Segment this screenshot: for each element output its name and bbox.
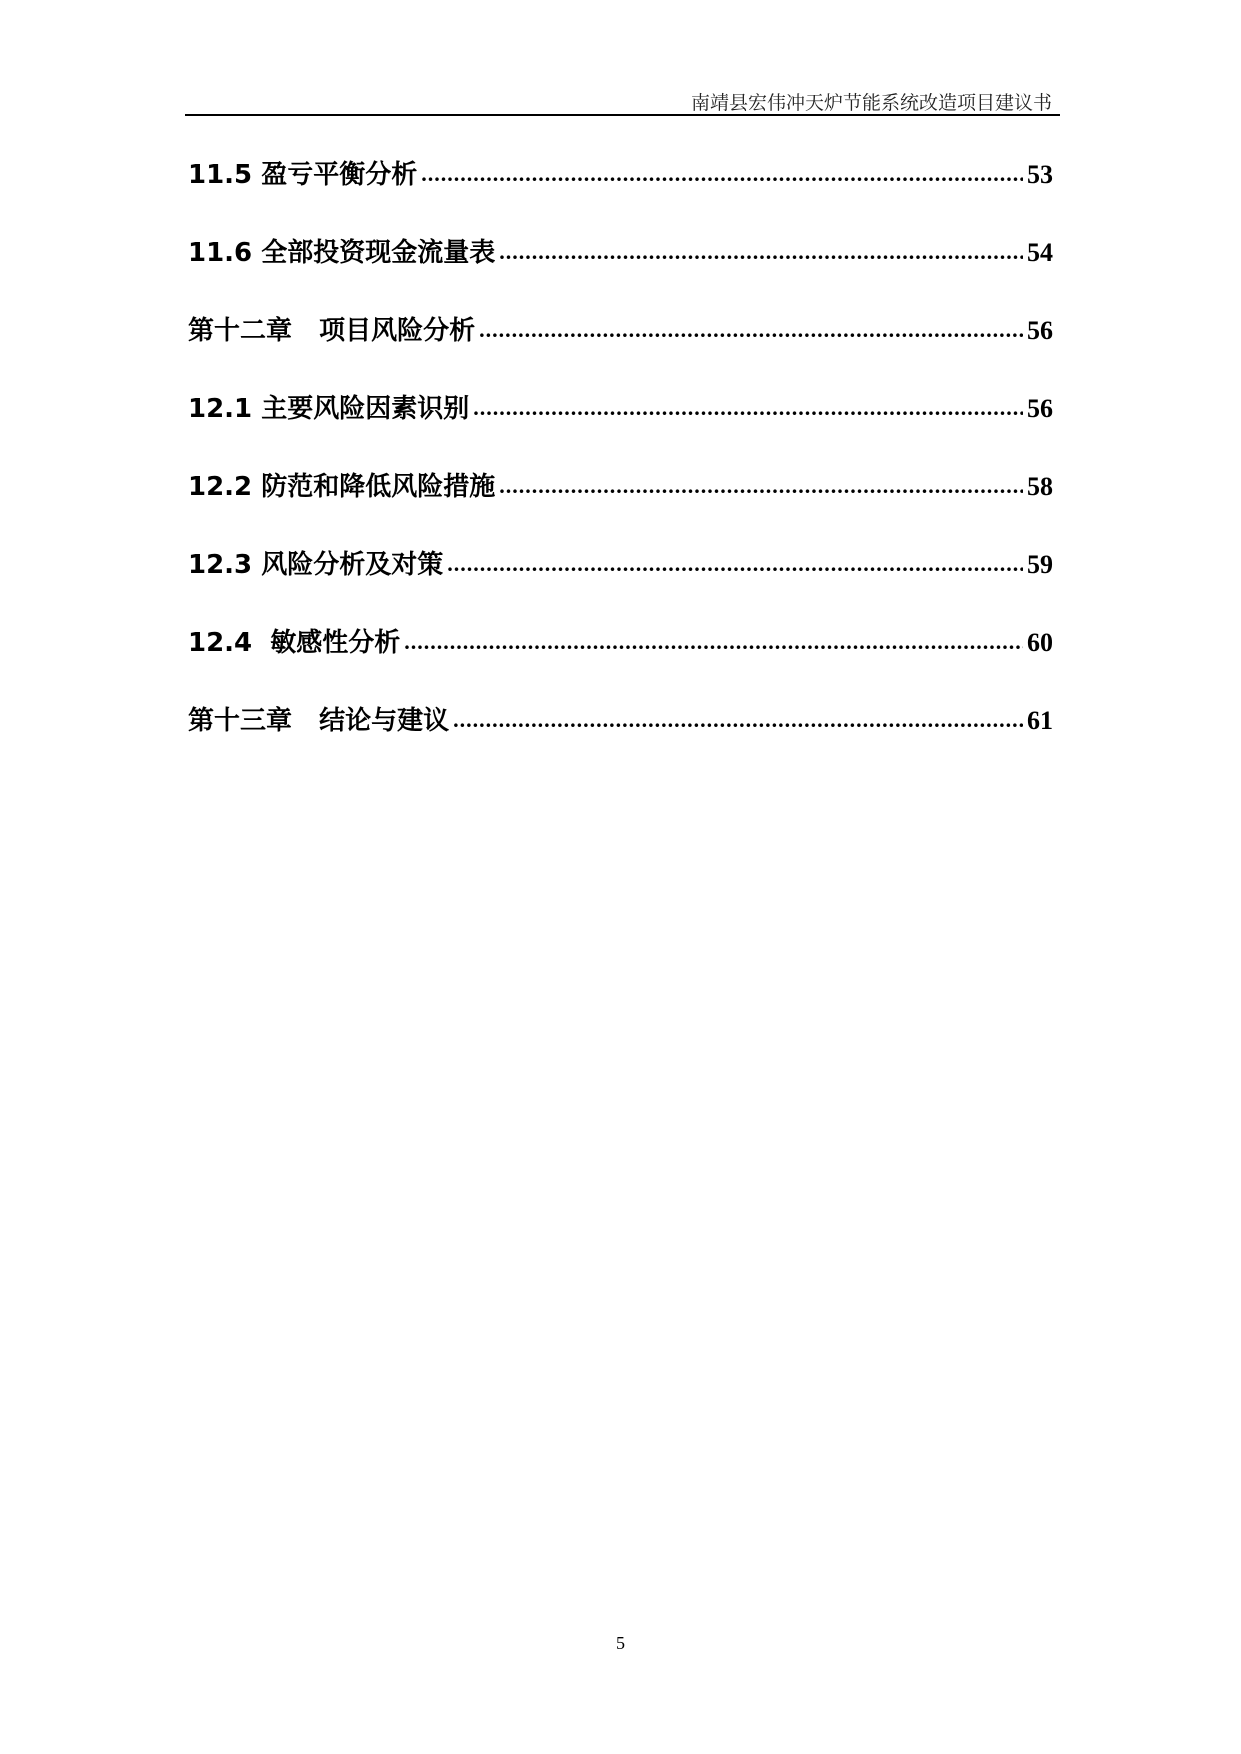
toc-entry-page: 61 xyxy=(1027,706,1053,735)
toc-entry[interactable] xyxy=(188,394,1053,472)
toc-entry-page: 56 xyxy=(1027,394,1053,423)
page-number: 5 xyxy=(616,1633,625,1653)
toc-entry-page: 56 xyxy=(1027,316,1053,345)
table-of-contents xyxy=(188,160,1053,784)
toc-entry[interactable] xyxy=(188,628,1053,706)
toc-dot-leader xyxy=(499,471,1023,501)
toc-entry-page: 54 xyxy=(1027,238,1053,267)
toc-entry-label: 12.1 主要风险因素识别 xyxy=(188,394,470,424)
toc-entry[interactable] xyxy=(188,238,1053,316)
toc-entry-page: 60 xyxy=(1027,628,1053,657)
toc-dot-leader xyxy=(404,627,1023,657)
toc-dot-leader xyxy=(447,549,1023,579)
toc-entry[interactable] xyxy=(188,550,1053,628)
toc-entry-page: 59 xyxy=(1027,550,1053,579)
toc-entry-label: 12.4 敏感性分析 xyxy=(188,628,401,658)
toc-dot-leader xyxy=(473,393,1023,423)
toc-entry-label: 11.6 全部投资现金流量表 xyxy=(188,238,496,268)
toc-entry-label: 12.3 风险分析及对策 xyxy=(188,550,444,580)
toc-dot-leader xyxy=(453,705,1023,735)
toc-entry-label: 11.5 盈亏平衡分析 xyxy=(188,160,418,190)
toc-dot-leader xyxy=(421,159,1023,189)
toc-entry[interactable] xyxy=(188,706,1053,784)
toc-dot-leader xyxy=(499,237,1023,267)
toc-entry-label: 12.2 防范和降低风险措施 xyxy=(188,472,496,502)
toc-entry-page: 53 xyxy=(1027,160,1053,189)
toc-entry[interactable] xyxy=(188,316,1053,394)
toc-entry-label: 第十二章 项目风险分析 xyxy=(188,316,476,346)
toc-entry[interactable] xyxy=(188,160,1053,238)
toc-entry-label: 第十三章 结论与建议 xyxy=(188,706,450,736)
header-title: 南靖县宏伟冲天炉节能系统改造项目建议书 xyxy=(690,92,1052,114)
page-header xyxy=(185,84,1060,116)
toc-entry-page: 58 xyxy=(1027,472,1053,501)
toc-entry[interactable] xyxy=(188,472,1053,550)
toc-dot-leader xyxy=(479,315,1023,345)
